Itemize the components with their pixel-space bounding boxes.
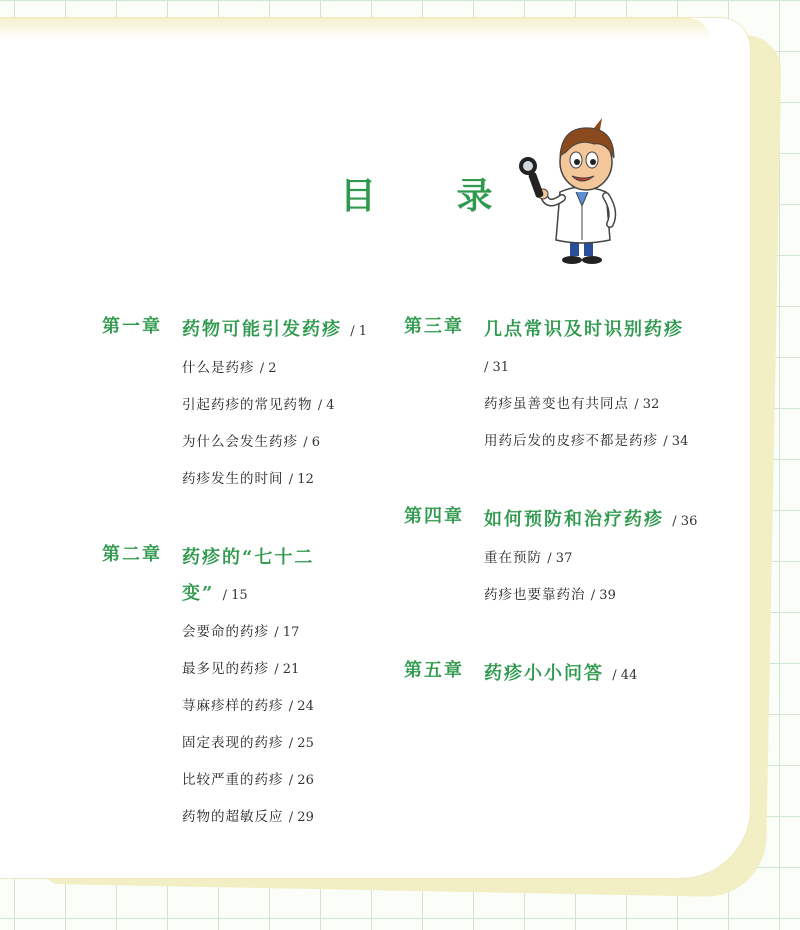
chapter-title: 药疹小小问答 / 44: [484, 663, 638, 684]
toc-item[interactable]: 重在预防 / 37: [484, 550, 573, 566]
toc-item[interactable]: 引起药疹的常见药物 / 4: [182, 397, 335, 413]
chapter-label: 第二章: [102, 544, 162, 565]
chapter-label: 第四章: [404, 506, 464, 527]
chapter-4[interactable]: [404, 502, 744, 614]
toc-item[interactable]: 最多见的药疹 / 21: [182, 661, 300, 677]
toc-item[interactable]: 比较严重的药疹 / 26: [182, 772, 314, 788]
chapter-label: 第五章: [404, 660, 464, 681]
chapter-2[interactable]: [102, 540, 382, 836]
toc-item[interactable]: 用药后发的皮疹不都是药疹 / 34: [484, 433, 689, 449]
toc-left-column: [102, 312, 382, 836]
chapter-label: 第三章: [404, 316, 464, 337]
toc-item[interactable]: 药疹也要靠药治 / 39: [484, 587, 616, 603]
chapter-title: 几点常识及时识别药疹 / 31: [484, 319, 684, 375]
toc-item[interactable]: 固定表现的药疹 / 25: [182, 735, 314, 751]
toc-item[interactable]: 药物的超敏反应 / 29: [182, 809, 314, 825]
chapter-title: 药疹的“七十二变” / 15: [182, 547, 315, 604]
chapter-title: 如何预防和治疗药疹 / 36: [484, 509, 698, 530]
chapter-1[interactable]: [102, 312, 382, 498]
page-title: 目 录: [340, 176, 527, 217]
toc-item[interactable]: 为什么会发生药疹 / 6: [182, 434, 321, 450]
chapter-label: 第一章: [102, 316, 162, 337]
toc-item[interactable]: 药疹发生的时间 / 12: [182, 471, 314, 487]
chapter-3[interactable]: [404, 312, 744, 460]
toc-item[interactable]: 什么是药疹 / 2: [182, 360, 277, 376]
toc-right-column: [404, 312, 744, 694]
toc-item[interactable]: 会要命的药疹 / 17: [182, 624, 300, 640]
chapter-title: 药物可能引发药疹 / 1: [182, 319, 368, 340]
chapter-5[interactable]: [404, 656, 744, 694]
toc-item[interactable]: 荨麻疹样的药疹 / 24: [182, 698, 314, 714]
toc-item[interactable]: 药疹虽善变也有共同点 / 32: [484, 396, 660, 412]
doctor-with-magnifier-icon: [510, 112, 630, 272]
